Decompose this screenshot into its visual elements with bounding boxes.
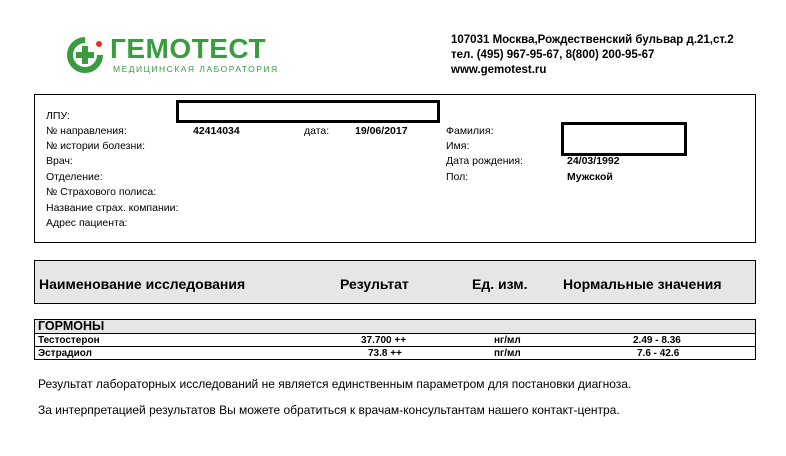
history-label: № истории болезни: — [46, 140, 146, 152]
col-normal-range: Нормальные значения — [563, 276, 722, 292]
group-label: ГОРМОНЫ — [38, 319, 105, 333]
col-unit: Ед. изм. — [472, 276, 528, 292]
birthdate-label: Дата рождения: — [446, 155, 523, 167]
test-normal-range: 2.49 - 8.36 — [633, 335, 681, 346]
test-result: 73.8 ++ — [368, 348, 402, 359]
gemotest-logo-icon — [66, 36, 104, 74]
lab-contact — [451, 33, 734, 78]
referral-value: 42414034 — [193, 125, 240, 137]
lab-phones: тел. (495) 967-95-67, 8(800) 200-95-67 — [451, 49, 655, 61]
group-row — [34, 319, 756, 334]
name-label: Имя: — [446, 140, 470, 152]
birthdate-value: 24/03/1992 — [567, 155, 620, 167]
department-label: Отделение: — [46, 171, 103, 183]
logo-name: ГЕМОТЕСТ — [110, 33, 267, 64]
insurance-label: № Страхового полиса: — [46, 186, 157, 198]
lpu-label: ЛПУ: — [46, 110, 70, 122]
date-label: дата: — [304, 125, 330, 137]
doctor-label: Врач: — [46, 155, 73, 167]
patient-address-label: Адрес пациента: — [46, 217, 128, 229]
test-unit: пг/мл — [494, 348, 521, 359]
col-test-name: Наименование исследования — [39, 276, 246, 292]
test-name: Тестостерон — [38, 335, 100, 346]
disclaimer-note: Результат лабораторных исследований не является единственным параметром для постановки диагноза. — [38, 377, 632, 391]
lab-address: 107031 Москва,Рождественский бульвар д.21,ст.2 — [451, 34, 734, 46]
test-result: 37.700 ++ — [361, 335, 407, 346]
referral-label: № направления: — [46, 125, 127, 137]
test-name: Эстрадиол — [38, 348, 92, 359]
redacted-name — [561, 122, 687, 156]
lab-website: www.gemotest.ru — [451, 64, 547, 76]
test-normal-range: 7.6 - 42.6 — [637, 348, 680, 359]
insurer-label: Название страх. компании: — [46, 202, 179, 214]
contact-note: За интерпретацией результатов Вы можете обратиться к врачам-консультантам нашего контакт-центра. — [38, 403, 620, 417]
redacted-lpu — [176, 100, 440, 123]
sex-value: Мужской — [567, 171, 613, 183]
surname-label: Фамилия: — [446, 125, 494, 137]
col-result: Результат — [340, 276, 409, 292]
logo-subtitle: МЕДИЦИНСКАЯ ЛАБОРАТОРИЯ — [113, 64, 279, 74]
test-unit: нг/мл — [494, 335, 521, 346]
sex-label: Пол: — [446, 171, 469, 183]
date-value: 19/06/2017 — [355, 125, 408, 137]
